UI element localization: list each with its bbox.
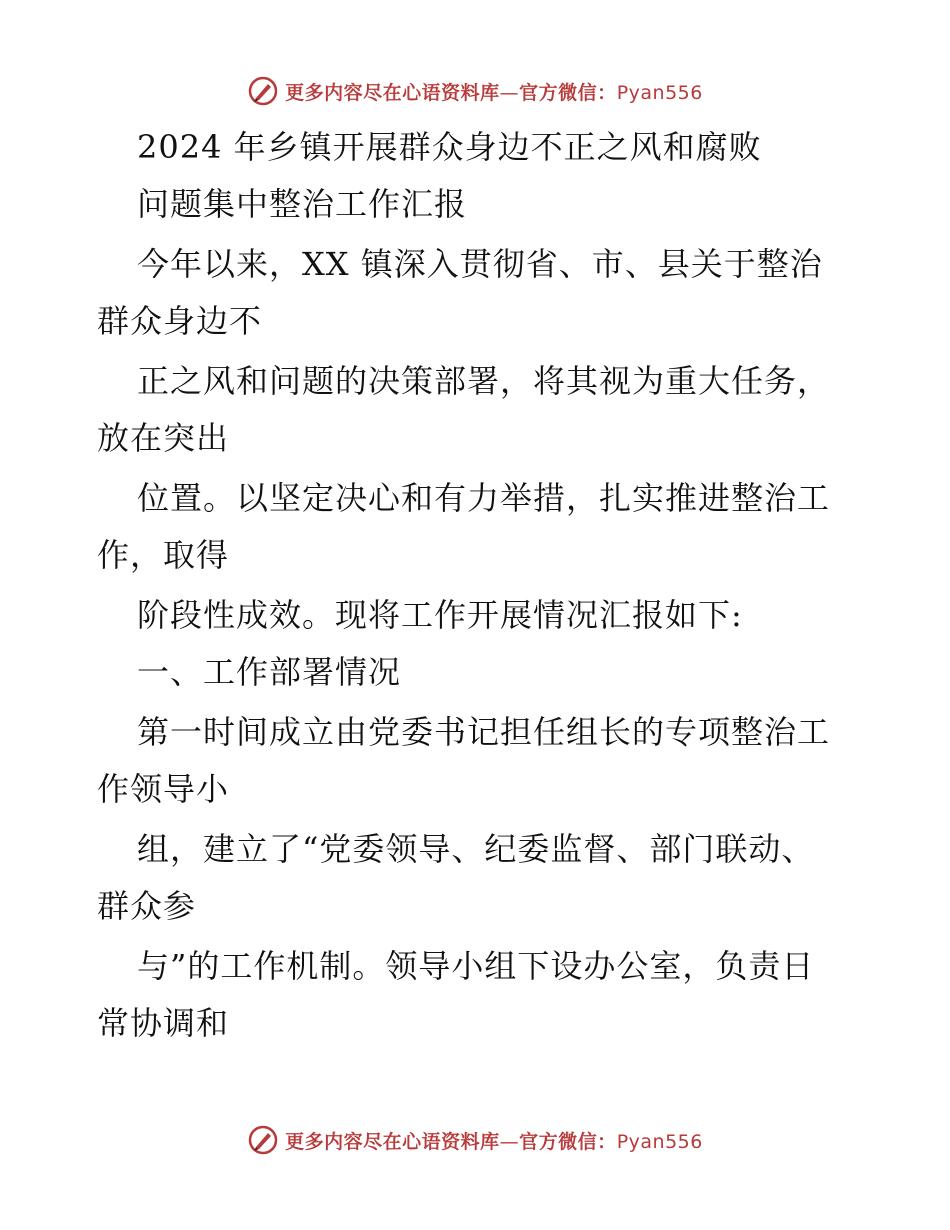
watermark-title: 更多内容尽在心语资料库 bbox=[285, 81, 500, 104]
doc-line: 群众身边不 bbox=[97, 302, 263, 340]
doc-line: 第一时间成立由党委书记担任组长的专项整治工 bbox=[137, 713, 831, 751]
doc-line: 正之风和问题的决策部署，将其视为重大任务， bbox=[137, 362, 831, 400]
watermark-text bbox=[285, 1127, 703, 1154]
doc-title-line-2: 问题集中整治工作汇报 bbox=[137, 185, 468, 223]
watermark-account: Pyan556 bbox=[616, 81, 703, 104]
doc-line: 群众参 bbox=[97, 887, 197, 925]
doc-line: 位置。以坚定决心和有力举措，扎实推进整治工 bbox=[137, 479, 831, 517]
doc-line: 阶段性成效。现将工作开展情况汇报如下: bbox=[137, 596, 743, 634]
doc-line: 组，建立了“党委领导、纪委监督、部门联动、 bbox=[137, 830, 815, 868]
doc-line: 作领导小 bbox=[97, 770, 230, 808]
footer-watermark-banner bbox=[0, 1120, 950, 1160]
pen-logo-icon bbox=[247, 75, 279, 107]
header-watermark-banner bbox=[0, 71, 950, 111]
doc-line: 放在突出 bbox=[97, 419, 230, 457]
watermark-text bbox=[285, 78, 703, 105]
watermark-dash: — bbox=[499, 81, 520, 104]
doc-line: 常协调和 bbox=[97, 1004, 230, 1042]
watermark-dash: — bbox=[499, 1130, 520, 1153]
doc-line: 作，取得 bbox=[97, 536, 230, 574]
watermark-label: 官方微信： bbox=[519, 81, 617, 104]
pen-logo-icon bbox=[247, 1124, 279, 1156]
watermark-title: 更多内容尽在心语资料库 bbox=[285, 1130, 500, 1153]
doc-line: 与”的工作机制。领导小组下设办公室，负责日 bbox=[137, 947, 815, 985]
doc-line: 今年以来，XX 镇深入贯彻省、市、县关于整治 bbox=[137, 245, 823, 283]
watermark-account: Pyan556 bbox=[616, 1130, 703, 1153]
doc-title-line-1: 2024 年乡镇开展群众身边不正之风和腐败 bbox=[137, 128, 762, 166]
section-heading: 一、工作部署情况 bbox=[137, 653, 402, 691]
watermark-label: 官方微信： bbox=[519, 1130, 617, 1153]
